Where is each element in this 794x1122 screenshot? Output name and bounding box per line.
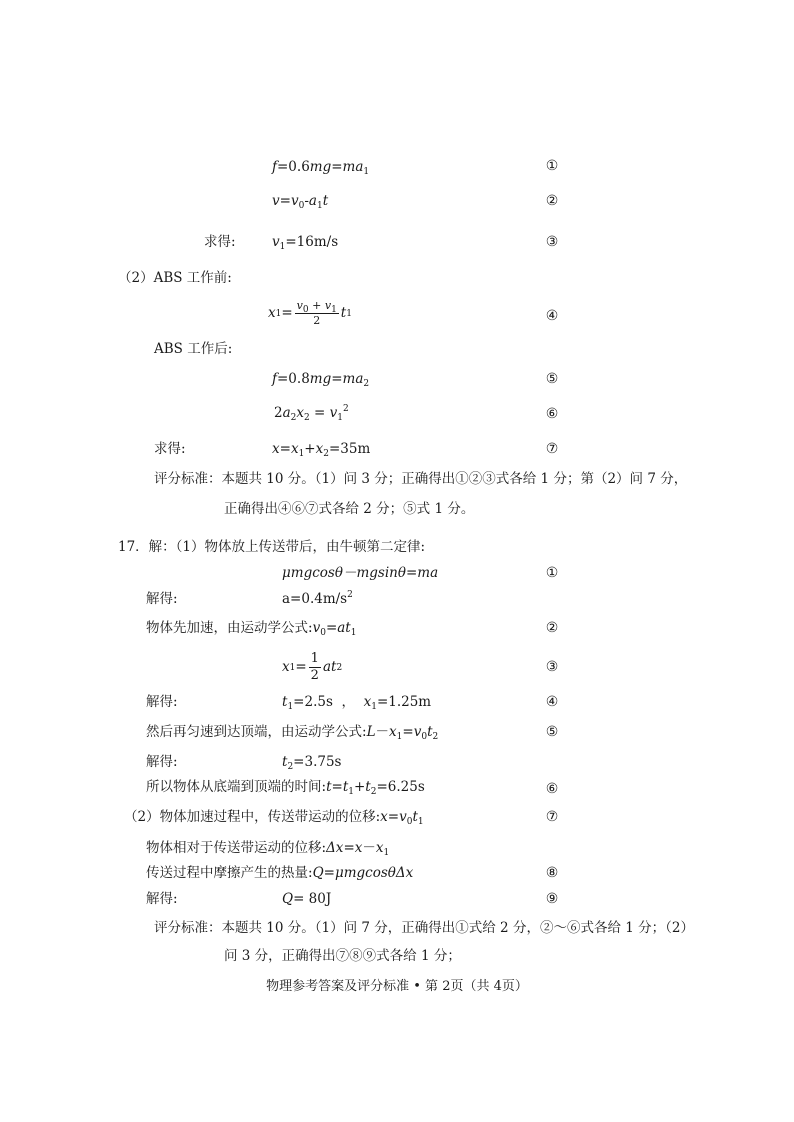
q17-marker-6: ⑥ — [545, 781, 559, 797]
eq-friction-1 — [272, 161, 369, 175]
q17-relative-line — [146, 842, 389, 856]
subscript: 1 — [316, 201, 323, 211]
x-symbol: x — [389, 724, 397, 740]
f-symbol: f — [272, 159, 277, 175]
subscript: 1 — [279, 242, 286, 252]
q17-marker-8: ⑧ — [545, 865, 559, 881]
q17-part2-line — [124, 811, 424, 825]
formula-rest: =at — [325, 620, 351, 636]
q17-accel-line — [146, 622, 356, 636]
q17-marker-9: ⑨ — [545, 891, 559, 907]
x-symbol: x — [363, 694, 372, 710]
x-symbol: x — [375, 840, 384, 856]
mg-symbol: mg — [309, 371, 332, 387]
q17-marker-5: ⑤ — [545, 724, 559, 740]
eq-sign: = — [331, 159, 343, 175]
result-value: =35m — [328, 441, 371, 457]
fraction — [309, 652, 321, 684]
subscript: 0 — [298, 201, 305, 211]
v-symbol: v — [329, 405, 338, 421]
eq-sign: = — [331, 779, 343, 795]
subscript: 1 — [371, 702, 377, 712]
page-footer: 物理参考答案及评分标准 • 第 2页（共 4页） — [266, 979, 528, 994]
plus-sign: + — [304, 441, 316, 457]
grading-17-line1: 评分标准：本题共 10 分。（1）问 7 分，正确得出①式给 2 分，②～⑥式各给 1 分；（2） — [154, 920, 694, 936]
q17-sol-label-1: 解得: — [146, 591, 178, 607]
marker-7: ⑦ — [545, 441, 559, 457]
eq-text: =0.8 — [277, 371, 310, 387]
subscript: 1 — [417, 817, 424, 827]
abs-before-heading: （2）ABS 工作前: — [118, 270, 232, 286]
minus-sign: － — [362, 840, 376, 856]
x-symbol: x — [315, 441, 324, 457]
result-value: =16m/s — [285, 234, 339, 250]
eq-sign: = — [309, 405, 330, 421]
q17-t1-x1-values — [282, 696, 431, 710]
q17-marker-1: ① — [545, 565, 559, 581]
marker-2: ② — [545, 193, 559, 209]
grading-16-line2: 正确得出④⑥⑦式各给 2 分；⑤式 1 分。 — [224, 501, 475, 517]
fraction-denominator: 2 — [310, 668, 319, 684]
eq-friction-2 — [272, 373, 369, 387]
heat-description: 传送过程中摩擦产生的热量: — [146, 865, 313, 881]
v-symbol: v — [324, 299, 332, 312]
fraction — [295, 300, 339, 327]
ma-symbol: ma — [342, 371, 364, 387]
v-symbol: v — [413, 724, 422, 740]
t1-value: =2.5s — [293, 694, 333, 710]
x-symbol: x — [290, 441, 299, 457]
eq-velocity — [272, 195, 328, 209]
q17-sol-label-3: 解得: — [146, 754, 178, 770]
subscript: 0 — [302, 305, 309, 315]
q17-heat-line — [146, 867, 413, 881]
t-symbol: t — [342, 779, 349, 795]
marker-3: ③ — [545, 234, 559, 250]
L-symbol: L — [366, 724, 376, 740]
subscript: 2 — [290, 413, 297, 423]
subscript: 1 — [396, 732, 403, 742]
eq-sign: = — [281, 304, 293, 321]
part2-description: （2）物体加速过程中，传送带运动的位移: — [124, 809, 381, 825]
x-symbol: x — [354, 840, 363, 856]
accel-description: 物体先加速，由运动学公式: — [146, 620, 313, 636]
subscript: 2 — [323, 449, 329, 459]
q17-marker-3: ③ — [545, 659, 559, 675]
marker-1: ① — [545, 158, 559, 174]
plus-sign: + — [353, 779, 366, 795]
t-symbol: t — [282, 694, 288, 710]
subscript: 1 — [383, 848, 390, 858]
fraction-numerator: 1 — [309, 652, 321, 668]
marker-6: ⑥ — [545, 406, 559, 422]
plus-sign: + — [308, 299, 325, 312]
subscript: 1 — [348, 787, 354, 797]
eq-sign: = — [402, 724, 414, 740]
q17-sol-label-4: 解得: — [146, 891, 178, 907]
a-symbol: a — [308, 193, 317, 209]
x-symbol: x — [296, 405, 305, 421]
t-symbol: t — [326, 779, 332, 795]
x-symbol: x — [272, 441, 280, 457]
result-total-x — [272, 443, 370, 457]
marker-5: ⑤ — [545, 371, 559, 387]
result-v0 — [272, 236, 338, 250]
x-symbol: x — [380, 809, 388, 825]
v-symbol: v — [312, 620, 321, 636]
x1-value: =1.25m — [376, 694, 432, 710]
relative-description: 物体相对于传送带运动的位移: — [146, 840, 327, 856]
subscript: 1 — [298, 449, 305, 459]
q17-marker-2: ② — [545, 620, 559, 636]
q17-eq-newton: μmgcosθ－mgsinθ=ma — [282, 565, 439, 581]
x-symbol: x — [282, 659, 290, 676]
subscript: 0 — [320, 628, 326, 638]
a-symbol: a — [282, 405, 291, 421]
minus-sign: - — [304, 193, 309, 209]
q17-marker-4: ④ — [545, 694, 559, 710]
eq-displacement-1: x 1 = $\frac{v_0 + v_1}{2}$ t 1 — [268, 299, 352, 328]
subscript: 0 — [406, 817, 413, 827]
dx-symbol: Δx — [326, 840, 344, 856]
eq-sign: = — [387, 809, 400, 825]
v-symbol: v — [399, 809, 407, 825]
at-symbol: at — [322, 659, 337, 676]
subscript: 2 — [363, 379, 370, 389]
t-symbol: t — [427, 724, 433, 740]
fraction-denominator: 2 — [313, 314, 321, 328]
ma-symbol: ma — [342, 159, 364, 175]
eq-kinematic-2 — [274, 404, 349, 423]
abs-after-heading: ABS 工作后: — [154, 341, 233, 357]
subscript: 1 — [350, 628, 357, 638]
q17-eq-displacement: x 1 = $\frac{1}{2}$ at 2 — [282, 651, 343, 684]
coefficient: 2 — [274, 405, 283, 421]
t2-value: =3.75s — [293, 754, 342, 770]
result-label-1: 求得: — [204, 234, 236, 250]
eq-sign: = — [279, 441, 291, 457]
q17-heat-value — [282, 893, 331, 907]
result-label-2: 求得: — [154, 441, 186, 457]
eq-sign: = — [343, 840, 355, 856]
eq-sign: = — [279, 193, 291, 209]
heat-formula: Q=μmgcosθΔx — [312, 865, 414, 881]
v-symbol: v — [272, 234, 280, 250]
subscript: 1 — [337, 413, 344, 423]
eq-text: =0.6 — [277, 159, 310, 175]
t-symbol: t — [282, 754, 288, 770]
mg-symbol: mg — [309, 159, 332, 175]
total-time-description: 所以物体从底端到顶端的时间: — [146, 779, 327, 795]
t-symbol: t — [412, 809, 418, 825]
q17-sol-label-2: 解得: — [146, 694, 178, 710]
v-symbol: v — [296, 299, 303, 312]
Q-symbol: Q — [282, 891, 294, 907]
f-symbol: f — [272, 371, 277, 387]
superscript: 2 — [343, 404, 349, 414]
q17-t2-value — [282, 756, 341, 770]
q17-marker-7: ⑦ — [545, 809, 559, 825]
grading-16-line1: 评分标准：本题共 10 分。（1）问 3 分；正确得出①②③式各给 1 分；第（2）问 7 分， — [154, 471, 688, 487]
x-symbol: x — [268, 304, 276, 321]
q17-accel-value — [282, 590, 353, 607]
t-symbol: t — [365, 779, 371, 795]
accel-text: a=0.4m/s — [282, 591, 348, 607]
subscript: 0 — [421, 732, 428, 742]
eq-sign: = — [295, 659, 307, 676]
subscript: 2 — [432, 732, 439, 742]
fraction-numerator — [295, 300, 339, 314]
v0-symbol: v — [290, 193, 299, 209]
subscript: 1 — [331, 305, 337, 315]
q17-uniform-line — [146, 726, 438, 740]
subscript: 2 — [304, 413, 310, 423]
subscript: 1 — [363, 167, 370, 177]
t-symbol: t — [322, 193, 329, 209]
superscript: 2 — [347, 590, 353, 600]
t-symbol: t — [340, 304, 347, 321]
separator: ， — [341, 694, 355, 710]
minus-sign: － — [375, 724, 390, 740]
total-time-value: =6.25s — [376, 779, 425, 795]
subscript: 1 — [287, 702, 294, 712]
uniform-description: 然后再匀速到达顶端，由运动学公式: — [146, 724, 367, 740]
v-symbol: v — [272, 193, 280, 209]
subscript: 2 — [370, 787, 377, 797]
marker-4: ④ — [545, 308, 559, 324]
heat-value: = 80J — [293, 891, 332, 907]
eq-sign: = — [331, 371, 343, 387]
grading-17-line2: 问 3 分，正确得出⑦⑧⑨式各给 1 分； — [224, 948, 461, 964]
subscript: 2 — [287, 762, 294, 772]
q17-intro: 17．解：（1）物体放上传送带后，由牛顿第二定律: — [118, 539, 426, 555]
q17-total-time-line — [146, 781, 425, 795]
